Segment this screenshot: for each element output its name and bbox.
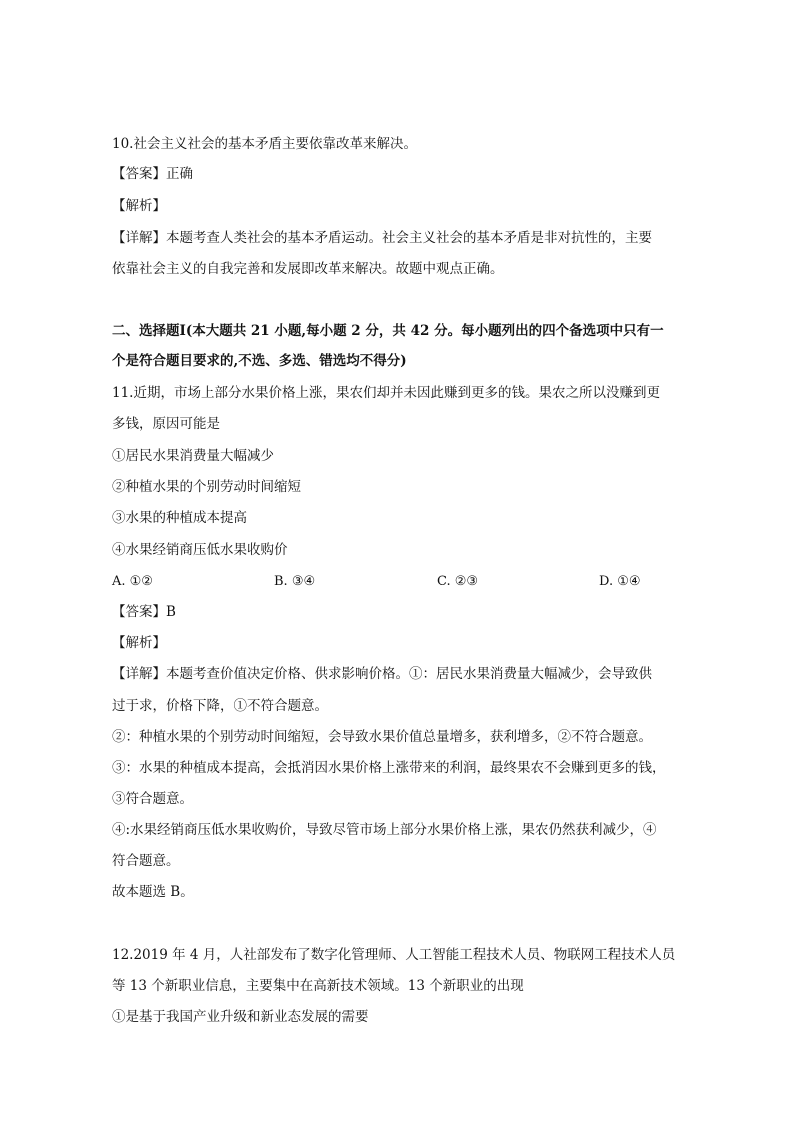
q10-stem: 10.社会主义社会的基本矛盾主要依靠改革来解决。 <box>112 136 417 152</box>
q11-detail-line: ②：种植水果的个别劳动时间缩短，会导致水果价值总量增多，获利增多，②不符合题意。 <box>112 729 652 745</box>
section-heading: 二、选择题Ⅰ(本大题共 21 小题,每小题 2 分，共 42 分。每小题列出的四个备选项中只有一 <box>112 323 664 339</box>
q11-statement: ④水果经销商压低水果收购价 <box>112 542 288 558</box>
q11-answer: 【答案】B <box>112 604 176 620</box>
q11-option-c: C. ②③ <box>437 574 479 589</box>
q10-detail-line: 依靠社会主义的自我完善和发展即改革来解决。故题中观点正确。 <box>112 261 504 277</box>
q12-stem: 等 13 个新职业信息，主要集中在高新技术领域。13 个新职业的出现 <box>112 978 524 994</box>
q11-detail-line: 【详解】本题考查价值决定价格、供求影响价格。①：居民水果消费量大幅减少，会导致供 <box>112 666 652 682</box>
q11-analysis: 【解析】 <box>112 635 166 651</box>
q10-detail-line: 【详解】本题考查人类社会的基本矛盾运动。社会主义社会的基本矛盾是非对抗性的，主要 <box>112 230 652 246</box>
q11-detail-line: ③：水果的种植成本提高，会抵消因水果价格上涨带来的利润，最终果农不会赚到更多的钱， <box>112 760 666 776</box>
q11-stem: 多钱，原因可能是 <box>112 416 220 432</box>
section-heading: 个是符合题目要求的,不选、多选、错选均不得分) <box>112 353 407 369</box>
q11-statement: ③水果的种植成本提高 <box>112 510 247 526</box>
q12-statement: ①是基于我国产业升级和新业态发展的需要 <box>112 1009 369 1025</box>
q11-statement: ①居民水果消费量大幅减少 <box>112 448 274 464</box>
q11-option-a: A. ①② <box>112 574 153 589</box>
q11-stem: 11.近期，市场上部分水果价格上涨，果农们却并未因此赚到更多的钱。果农之所以没赚到更 <box>112 385 660 401</box>
q12-stem: 12.2019 年 4 月，人社部发布了数字化管理师、人工智能工程技术人员、物联网工程技术人员 <box>112 947 676 963</box>
q11-detail-line: 故本题选 B。 <box>112 884 194 900</box>
q11-detail-line: ④:水果经销商压低水果收购价，导致尽管市场上部分水果价格上涨，果农仍然获利减少，④ <box>112 822 657 838</box>
q11-detail-line: ③符合题意。 <box>112 791 193 807</box>
q10-analysis: 【解析】 <box>112 198 166 214</box>
q11-option-d: D. ①④ <box>599 574 641 589</box>
q11-option-b: B. ③④ <box>274 574 316 589</box>
q11-detail-line: 过于求，价格下降，①不符合题意。 <box>112 698 328 714</box>
q10-answer: 【答案】正确 <box>112 166 193 182</box>
q11-detail-line: 符合题意。 <box>112 853 180 869</box>
q11-statement: ②种植水果的个别劳动时间缩短 <box>112 479 301 495</box>
